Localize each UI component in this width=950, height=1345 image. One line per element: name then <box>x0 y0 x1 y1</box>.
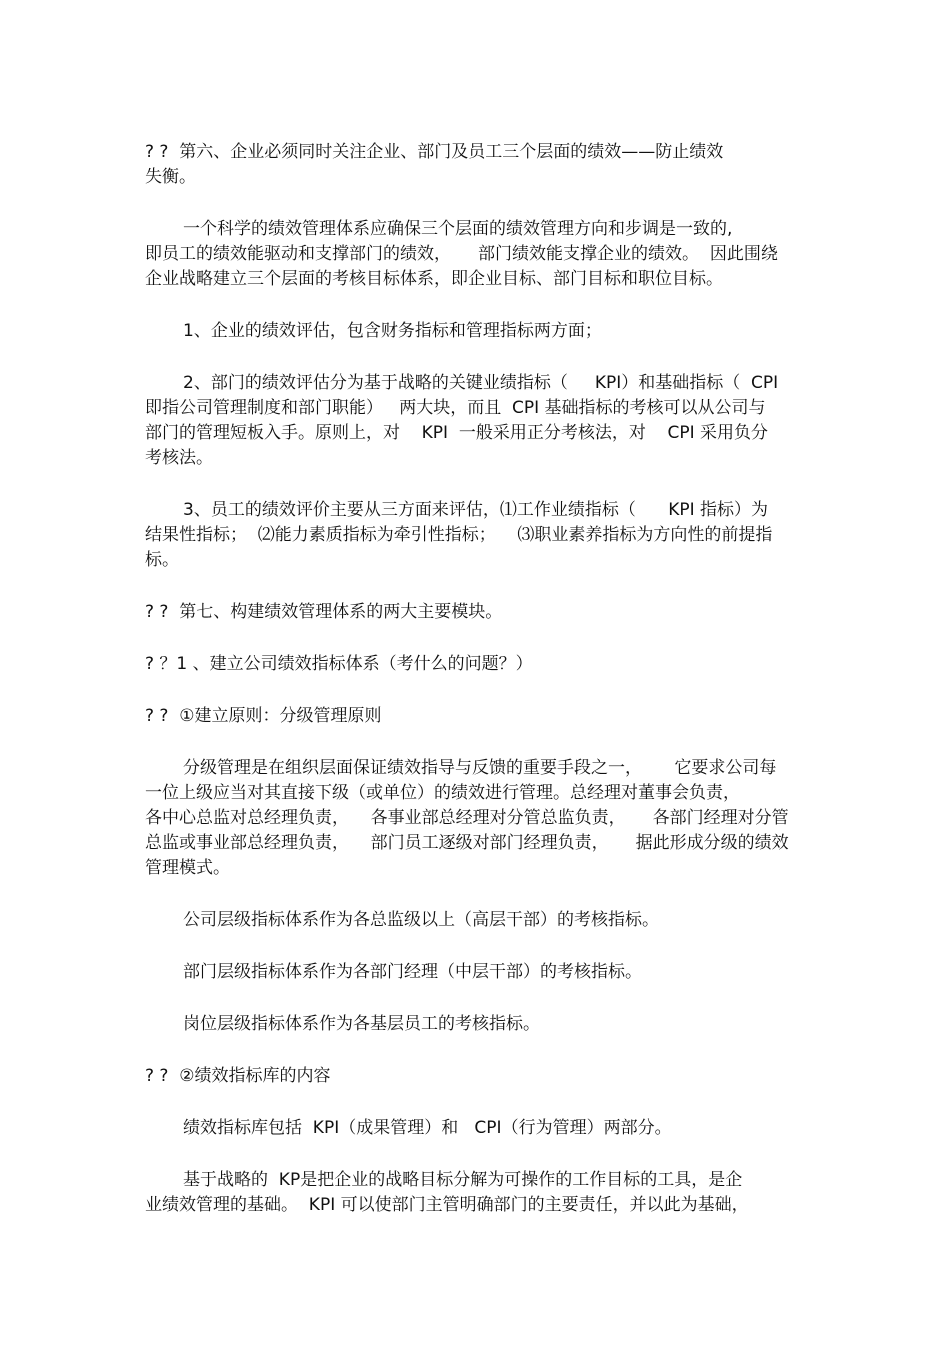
paragraph <box>145 1116 810 1141</box>
text-line: 考核法。 <box>145 448 213 468</box>
paragraph <box>145 319 810 344</box>
paragraph <box>145 371 810 471</box>
text-line: 企业战略建立三个层面的考核目标体系，即企业目标、部门目标和职位目标。 <box>145 269 723 289</box>
paragraph <box>145 908 810 933</box>
text-line: 即员工的绩效能驱动和支撑部门的绩效， 部门绩效能支撑企业的绩效。 因此围绕 <box>145 244 778 264</box>
paragraph <box>145 704 810 729</box>
paragraph <box>145 1012 810 1037</box>
paragraph <box>145 140 810 190</box>
paragraph <box>145 652 810 677</box>
paragraph <box>145 1064 810 1089</box>
text-line: ? ? ①建立原则：分级管理原则 <box>145 706 382 726</box>
text-line: ? ? 第七、构建绩效管理体系的两大主要模块。 <box>145 602 503 622</box>
text-line: 业绩效管理的基础。 KPI 可以使部门主管明确部门的主要责任，并以此为基础， <box>145 1195 749 1215</box>
text-line: 1、企业的绩效评估，包含财务指标和管理指标两方面； <box>183 321 602 341</box>
paragraph <box>145 498 810 573</box>
text-line: 3、员工的绩效评价主要从三方面来评估，⑴工作业绩指标（ KPI 指标）为 <box>183 500 769 520</box>
paragraph <box>145 217 810 292</box>
text-line: ? ? ②绩效指标库的内容 <box>145 1066 331 1086</box>
text-line: 部门层级指标体系作为各部门经理（中层干部）的考核指标。 <box>183 962 642 982</box>
text-line: 结果性指标； ⑵能力素质指标为牵引性指标； ⑶职业素养指标为方向性的前提指 <box>145 525 773 545</box>
text-line: 管理模式。 <box>145 858 230 878</box>
paragraph <box>145 756 810 881</box>
text-line: 公司层级指标体系作为各总监级以上（高层干部）的考核指标。 <box>183 910 659 930</box>
text-line: 一个科学的绩效管理体系应确保三个层面的绩效管理方向和步调是一致的, <box>183 219 733 239</box>
paragraph <box>145 960 810 985</box>
paragraph <box>145 600 810 625</box>
text-line: 总监或事业部总经理负责， 部门员工逐级对部门经理负责， 据此形成分级的绩效 <box>145 833 789 853</box>
text-line: 失衡。 <box>145 167 196 187</box>
text-line: 岗位层级指标体系作为各基层员工的考核指标。 <box>183 1014 540 1034</box>
text-line: 各中心总监对总经理负责， 各事业部总经理对分管总监负责， 各部门经理对分管 <box>145 808 789 828</box>
text-line: 部门的管理短板入手。原则上，对 KPI 一般采用正分考核法，对 CPI 采用负分 <box>145 423 768 443</box>
paragraph <box>145 1168 810 1218</box>
text-line: 分级管理是在组织层面保证绩效指导与反馈的重要手段之一， 它要求公司每 <box>183 758 777 778</box>
text-line: 基于战略的 KP是把企业的战略目标分解为可操作的工作目标的工具，是企 <box>183 1170 743 1190</box>
document-body <box>145 140 810 1245</box>
text-line: 标。 <box>145 550 179 570</box>
text-line: 2、部门的绩效评估分为基于战略的关键业绩指标（ KPI）和基础指标（ CPI <box>183 373 779 393</box>
text-line: 绩效指标库包括 KPI（成果管理）和 CPI（行为管理）两部分。 <box>183 1118 672 1138</box>
text-line: 一位上级应当对其直接下级（或单位）的绩效进行管理。总经理对董事会负责， <box>145 783 740 803</box>
text-line: ? ？1 、建立公司绩效指标体系（考什么的问题？） <box>145 654 533 674</box>
text-line: ? ? 第六、企业必须同时关注企业、部门及员工三个层面的绩效——防止绩效 <box>145 142 724 162</box>
text-line: 即指公司管理制度和部门职能） 两大块，而且 CPI 基础指标的考核可以从公司与 <box>145 398 766 418</box>
